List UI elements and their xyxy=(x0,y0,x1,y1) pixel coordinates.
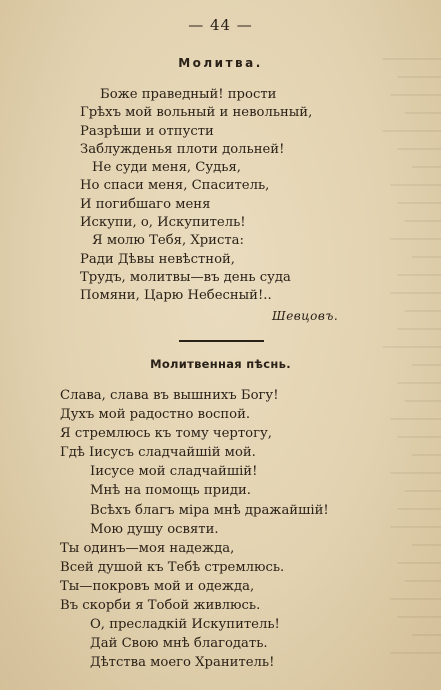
prayer-verse xyxy=(80,86,312,306)
verse-line: Всей душой къ Тебѣ стремлюсь. xyxy=(60,559,285,575)
section-divider xyxy=(179,340,264,342)
verse-line: Помяни, Царю Небесный!.. xyxy=(80,288,272,304)
verse-line: Но спаси меня, Спаситель, xyxy=(80,178,270,194)
verse-line: Заблужденья плоти дольней! xyxy=(80,141,285,157)
verse-line: Боже праведный! прости xyxy=(100,87,277,102)
verse-line: Разрѣши и отпусти xyxy=(80,123,214,139)
verse-line: Ты одинъ—моя надежда, xyxy=(60,540,235,556)
verse-line: Гдѣ Іисусъ сладчайшій мой. xyxy=(60,445,256,461)
verse-line: Трудъ, молитвы—въ день суда xyxy=(80,269,291,285)
verse-line: Ради Дѣвы невѣстной, xyxy=(80,251,235,267)
bleed-through-texture: ──────── ────── ─────── ───── ──────── ────── ──── ─────── ────── ───── ─────── ──── ────── ─────── ───── ────── ──────── ──── ────── ───── ─────── ────── ──── ─────── ───── ────── ─────── ──── ────── ───── ─────── ────── ──── ─────── xyxy=(383,52,441,660)
verse-line: И погибшаго меня xyxy=(80,196,211,212)
verse-line: Мою душу освяти. xyxy=(90,521,219,537)
author-signature: Шевцовъ. xyxy=(272,309,339,323)
verse-line: Я молю Тебя, Христа: xyxy=(92,233,244,249)
verse-line: Мнѣ на помощь приди. xyxy=(90,483,251,499)
prayer-title: Молитва. xyxy=(178,56,263,70)
verse-line: Въ скорби я Тобой живлюсь. xyxy=(60,598,261,614)
verse-line: О, пресладкій Искупитель! xyxy=(90,617,280,633)
verse-line: Всѣхъ благъ міра мнѣ дражайшій! xyxy=(90,502,329,518)
verse-line: Искупи, о, Искупитель! xyxy=(80,215,246,231)
verse-line: Духъ мой радостно воспой. xyxy=(60,407,251,423)
verse-line: Ты—покровъ мой и одежда, xyxy=(60,578,255,594)
hymn-title: Молитвенная пѣснь. xyxy=(150,357,291,371)
verse-line: Іисусе мой сладчайшій! xyxy=(90,464,258,480)
verse-line: Дѣтства моего Хранитель! xyxy=(90,655,275,671)
page-number: — 44 — xyxy=(188,16,253,34)
verse-line: Грѣхъ мой вольный и невольный, xyxy=(80,105,313,121)
verse-line: Слава, слава въ вышнихъ Богу! xyxy=(60,388,279,403)
verse-line: Не суди меня, Судья, xyxy=(92,160,241,176)
verse-line: Я стремлюсь къ тому чертогу, xyxy=(60,426,272,442)
verse-line: Дай Свою мнѣ благодать. xyxy=(90,636,268,652)
hymn-verse xyxy=(60,386,329,672)
